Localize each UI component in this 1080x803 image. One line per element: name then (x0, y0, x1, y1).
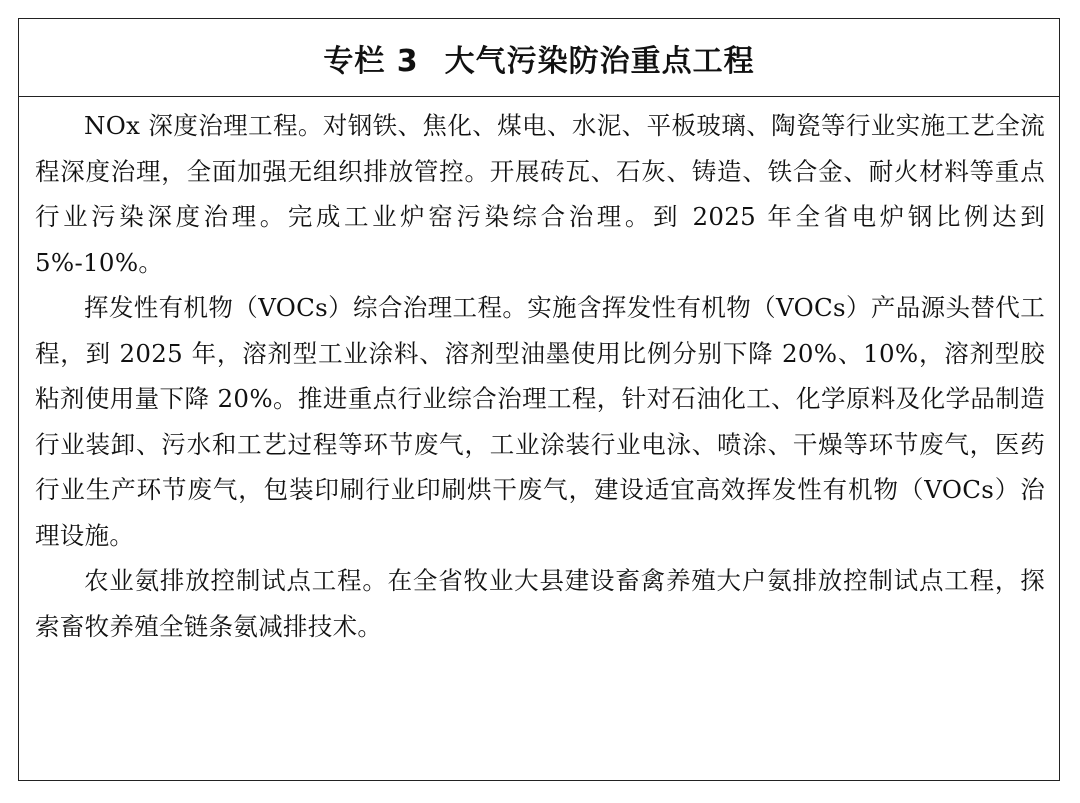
column-header (19, 19, 1059, 97)
column-title-text: 大气污染防治重点工程 (444, 43, 755, 79)
paragraph-nox: NOx 深度治理工程。对钢铁、焦化、煤电、水泥、平板玻璃、陶瓷等行业实施工艺全流程深度治理，全面加强无组织排放管控。开展砖瓦、石灰、铸造、铁合金、耐火材料等重点行业污染深度治理。完成工业炉窑污染综合治理。到 2025 年全省电炉钢比例达到 5%-10%。 (35, 111, 1045, 277)
paragraph-vocs: 挥发性有机物（VOCs）综合治理工程。实施含挥发性有机物（VOCs）产品源头替代工程，到 2025 年，溶剂型工业涂料、溶剂型油墨使用比例分别下降 20%、10%，溶剂型胶粘剂使用量下降 20%。推进重点行业综合治理工程，针对石油化工、化学原料及化学品制造行业装卸、污水和工艺过程等环节废气，工业涂装行业电泳、喷涂、干燥等环节废气，医药行业生产环节废气，包装印刷行业印刷烘干废气，建设适宜高效挥发性有机物（VOCs）治理设施。 (35, 293, 1045, 550)
column-title (323, 36, 754, 80)
column-box (18, 18, 1060, 781)
paragraph-ammonia: 农业氨排放控制试点工程。在全省牧业大县建设畜禽养殖大户氨排放控制试点工程，探索畜牧养殖全链条氨减排技术。 (35, 566, 1045, 641)
column-label: 专栏 3 (323, 43, 419, 79)
column-body (19, 97, 1059, 649)
